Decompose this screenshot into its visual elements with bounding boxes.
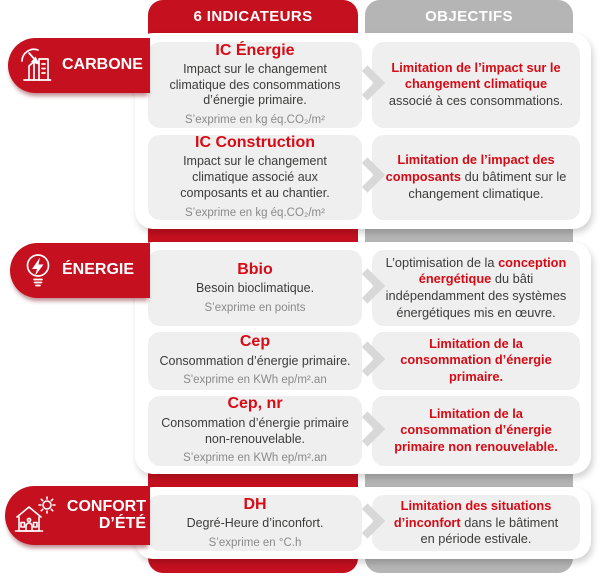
objectives-column-header: OBJECTIFS — [425, 7, 513, 25]
indicator-unit: S’exprime en kg éq.CO₂/m² — [185, 206, 325, 219]
category-carbone — [8, 38, 150, 93]
objective-text: Limitation de la consommation d’énergie primaire non renouvelable. — [394, 405, 558, 455]
indicator-description: Degré-Heure d’inconfort. — [186, 515, 324, 530]
indicator-card — [148, 495, 362, 551]
row-cep-nr — [148, 396, 580, 466]
objective-text: L’optimisation de la conception énergétique du bâti indépendamment des systèmes énergétiques mis en œuvre. — [385, 254, 567, 320]
indicator-card — [148, 42, 362, 128]
objective-card — [372, 332, 580, 389]
indicator-unit: S’exprime en °C.h — [208, 536, 302, 549]
indicator-title: Cep — [239, 333, 271, 351]
indicator-title: Bbio — [237, 260, 273, 278]
category-energie — [10, 243, 150, 298]
indicator-description: Impact sur le changement climatique associé aux composants et au chantier. — [180, 154, 330, 200]
indicator-title: IC Énergie — [215, 41, 295, 59]
objective-card — [372, 42, 580, 128]
row-ic-energie — [148, 42, 580, 128]
factory-recycle-icon — [17, 46, 57, 86]
objective-text: Limitation de l’impact des composants du bâtiment sur le changement climatique. — [385, 152, 567, 201]
carbone-panel — [135, 33, 591, 229]
objective-card — [372, 495, 580, 551]
objective-text: Limitation de l’impact sur le changement climatique associé à ces consommations. — [388, 59, 564, 109]
energie-panel — [135, 242, 591, 474]
indicator-unit: S’exprime en KWh ep/m².an — [183, 452, 327, 465]
indicator-card — [148, 135, 362, 221]
indicator-description: Besoin bioclimatique. — [195, 280, 315, 295]
indicator-title: DH — [243, 495, 267, 513]
category-label: CONFORT D’ÉTÉ — [66, 497, 146, 532]
objective-text: Limitation des situations d’inconfort dans le bâtiment en période estivale. — [393, 498, 559, 547]
indicator-unit: S’exprime en points — [204, 301, 306, 314]
objective-card — [372, 250, 580, 326]
indicator-card — [148, 396, 362, 466]
objective-text: Limitation de la consommation d’énergie primaire. — [400, 335, 552, 385]
indicator-unit: S’exprime en kg éq.CO₂/m² — [185, 114, 325, 127]
objective-card — [372, 396, 580, 466]
category-label: ÉNERGIE — [62, 261, 135, 279]
indicator-card — [148, 332, 362, 389]
indicator-description: Impact sur le changement climatique des consommations d’énergie primaire. — [169, 61, 341, 108]
indicator-title: IC Construction — [195, 134, 315, 152]
row-ic-construction — [148, 135, 580, 221]
row-cep — [148, 332, 580, 389]
indicator-card — [148, 250, 362, 326]
indicator-unit: S'exprime en KWh ep/m².an — [183, 374, 327, 387]
house-sun-icon — [11, 495, 57, 537]
row-dh — [148, 495, 580, 551]
category-label: CARBONE — [62, 56, 143, 74]
indicator-description: Consommation d’énergie primaire non-renouvelable. — [161, 415, 349, 446]
confort-ete-panel — [135, 487, 591, 559]
lightbulb-bolt-icon — [18, 251, 58, 291]
indicator-description: Consommation d’énergie primaire. — [159, 353, 351, 368]
row-bbio — [148, 250, 580, 326]
indicators-column-header: 6 INDICATEURS — [193, 7, 313, 25]
objective-card — [372, 135, 580, 221]
category-confort-ete — [5, 486, 150, 545]
indicator-title: Cep, nr — [227, 395, 283, 413]
